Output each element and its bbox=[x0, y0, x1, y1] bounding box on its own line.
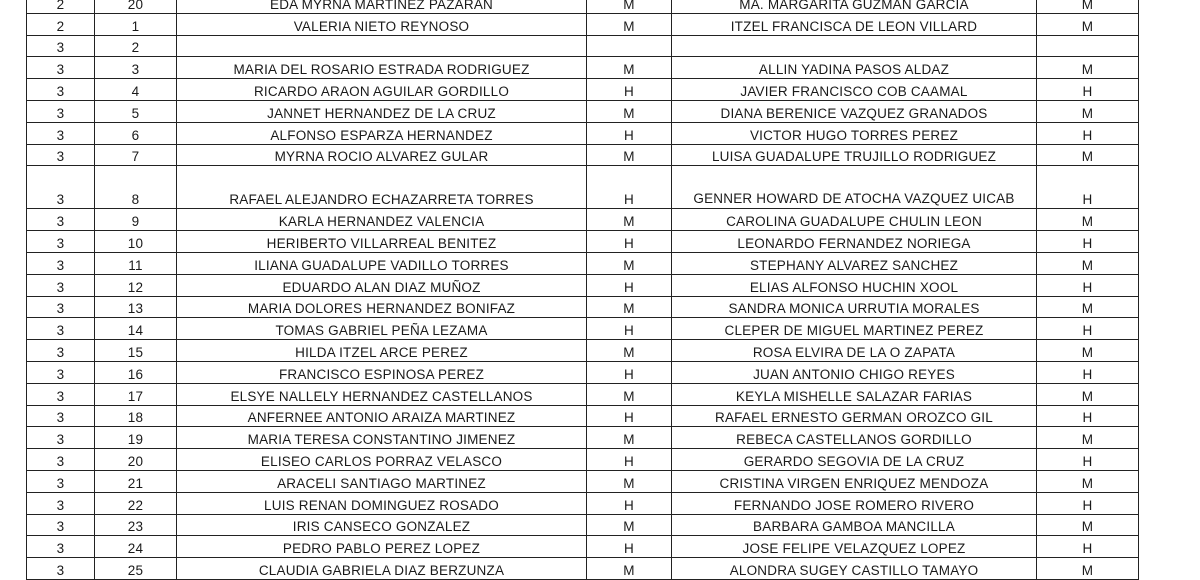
table-row bbox=[27, 209, 1139, 231]
number-cell: 16 bbox=[95, 361, 177, 383]
substitute-gender-cell: H bbox=[1037, 122, 1139, 144]
substitute-gender-cell: H bbox=[1037, 449, 1139, 471]
table-row bbox=[27, 558, 1139, 580]
substitute-gender-cell: M bbox=[1037, 296, 1139, 318]
owner-gender-cell: H bbox=[587, 231, 672, 253]
substitute-name-cell: LUISA GUADALUPE TRUJILLO RODRIGUEZ bbox=[672, 144, 1037, 166]
owner-name-cell: ALFONSO ESPARZA HERNANDEZ bbox=[177, 122, 587, 144]
candidate-roster-table bbox=[26, 0, 1139, 580]
substitute-gender-cell: M bbox=[1037, 100, 1139, 122]
substitute-name-cell: FERNANDO JOSE ROMERO RIVERO bbox=[672, 492, 1037, 514]
number-cell: 14 bbox=[95, 318, 177, 340]
substitute-name-cell: RAFAEL ERNESTO GERMAN OROZCO GIL bbox=[672, 405, 1037, 427]
owner-gender-cell: M bbox=[587, 13, 672, 35]
section-cell: 3 bbox=[27, 405, 95, 427]
owner-name-cell: HERIBERTO VILLARREAL BENITEZ bbox=[177, 231, 587, 253]
substitute-name-cell: JAVIER FRANCISCO COB CAAMAL bbox=[672, 79, 1037, 101]
owner-gender-cell: H bbox=[587, 122, 672, 144]
substitute-gender-cell: M bbox=[1037, 252, 1139, 274]
number-cell: 8 bbox=[95, 166, 177, 209]
owner-name-cell: HILDA ITZEL ARCE PEREZ bbox=[177, 340, 587, 362]
table-row bbox=[27, 361, 1139, 383]
table-row bbox=[27, 405, 1139, 427]
substitute-gender-cell: H bbox=[1037, 536, 1139, 558]
owner-gender-cell: M bbox=[587, 470, 672, 492]
owner-name-cell: ELSYE NALLELY HERNANDEZ CASTELLANOS bbox=[177, 383, 587, 405]
number-cell: 12 bbox=[95, 274, 177, 296]
section-cell: 3 bbox=[27, 79, 95, 101]
table-row bbox=[27, 514, 1139, 536]
substitute-name-cell: ALONDRA SUGEY CASTILLO TAMAYO bbox=[672, 558, 1037, 580]
number-cell: 9 bbox=[95, 209, 177, 231]
number-cell: 5 bbox=[95, 100, 177, 122]
substitute-name-cell: JUAN ANTONIO CHIGO REYES bbox=[672, 361, 1037, 383]
substitute-name-cell bbox=[672, 35, 1037, 57]
table-row bbox=[27, 13, 1139, 35]
table-row bbox=[27, 231, 1139, 253]
section-cell: 2 bbox=[27, 13, 95, 35]
number-cell: 13 bbox=[95, 296, 177, 318]
owner-name-cell: IRIS CANSECO GONZALEZ bbox=[177, 514, 587, 536]
number-cell: 25 bbox=[95, 558, 177, 580]
section-cell: 3 bbox=[27, 252, 95, 274]
owner-name-cell: TOMAS GABRIEL PEÑA LEZAMA bbox=[177, 318, 587, 340]
number-cell: 2 bbox=[95, 35, 177, 57]
number-cell: 20 bbox=[95, 0, 177, 13]
table-row bbox=[27, 0, 1139, 13]
substitute-gender-cell: M bbox=[1037, 383, 1139, 405]
number-cell: 3 bbox=[95, 57, 177, 79]
owner-name-cell: EDA MYRNA MARTINEZ PAZARAN bbox=[177, 0, 587, 13]
owner-name-cell: MARIA DEL ROSARIO ESTRADA RODRIGUEZ bbox=[177, 57, 587, 79]
owner-gender-cell: M bbox=[587, 100, 672, 122]
number-cell: 4 bbox=[95, 79, 177, 101]
section-cell: 3 bbox=[27, 35, 95, 57]
section-cell: 3 bbox=[27, 383, 95, 405]
section-cell: 3 bbox=[27, 100, 95, 122]
substitute-gender-cell: H bbox=[1037, 405, 1139, 427]
substitute-name-cell: CRISTINA VIRGEN ENRIQUEZ MENDOZA bbox=[672, 470, 1037, 492]
number-cell: 19 bbox=[95, 427, 177, 449]
substitute-name-cell: REBECA CASTELLANOS GORDILLO bbox=[672, 427, 1037, 449]
owner-gender-cell: M bbox=[587, 252, 672, 274]
section-cell: 3 bbox=[27, 296, 95, 318]
owner-name-cell: ILIANA GUADALUPE VADILLO TORRES bbox=[177, 252, 587, 274]
substitute-gender-cell: M bbox=[1037, 57, 1139, 79]
substitute-name-cell: ALLIN YADINA PASOS ALDAZ bbox=[672, 57, 1037, 79]
owner-name-cell: RICARDO ARAON AGUILAR GORDILLO bbox=[177, 79, 587, 101]
table-row bbox=[27, 383, 1139, 405]
substitute-name-cell: ELIAS ALFONSO HUCHIN XOOL bbox=[672, 274, 1037, 296]
substitute-name-cell: JOSE FELIPE VELAZQUEZ LOPEZ bbox=[672, 536, 1037, 558]
substitute-gender-cell: H bbox=[1037, 492, 1139, 514]
section-cell: 3 bbox=[27, 536, 95, 558]
section-cell: 3 bbox=[27, 449, 95, 471]
substitute-gender-cell: H bbox=[1037, 231, 1139, 253]
table-row bbox=[27, 274, 1139, 296]
owner-gender-cell: H bbox=[587, 405, 672, 427]
substitute-gender-cell: H bbox=[1037, 79, 1139, 101]
substitute-name-cell: VICTOR HUGO TORRES PEREZ bbox=[672, 122, 1037, 144]
section-cell: 3 bbox=[27, 427, 95, 449]
owner-gender-cell: M bbox=[587, 427, 672, 449]
substitute-gender-cell: H bbox=[1037, 361, 1139, 383]
substitute-gender-cell bbox=[1037, 35, 1139, 57]
owner-name-cell: EDUARDO ALAN DIAZ MUÑOZ bbox=[177, 274, 587, 296]
substitute-name-cell: ITZEL FRANCISCA DE LEON VILLARD bbox=[672, 13, 1037, 35]
table-row bbox=[27, 536, 1139, 558]
owner-name-cell: ELISEO CARLOS PORRAZ VELASCO bbox=[177, 449, 587, 471]
substitute-name-cell: CAROLINA GUADALUPE CHULIN LEON bbox=[672, 209, 1037, 231]
table-row bbox=[27, 144, 1139, 166]
owner-gender-cell: M bbox=[587, 296, 672, 318]
owner-name-cell: JANNET HERNANDEZ DE LA CRUZ bbox=[177, 100, 587, 122]
table-row bbox=[27, 166, 1139, 209]
number-cell: 24 bbox=[95, 536, 177, 558]
table-row bbox=[27, 122, 1139, 144]
substitute-name-cell: LEONARDO FERNANDEZ NORIEGA bbox=[672, 231, 1037, 253]
table-row bbox=[27, 57, 1139, 79]
substitute-gender-cell: M bbox=[1037, 558, 1139, 580]
table-row bbox=[27, 35, 1139, 57]
substitute-gender-cell: M bbox=[1037, 209, 1139, 231]
owner-name-cell: CLAUDIA GABRIELA DIAZ BERZUNZA bbox=[177, 558, 587, 580]
section-cell: 3 bbox=[27, 492, 95, 514]
section-cell: 3 bbox=[27, 361, 95, 383]
owner-gender-cell: M bbox=[587, 0, 672, 13]
section-cell: 3 bbox=[27, 122, 95, 144]
number-cell: 10 bbox=[95, 231, 177, 253]
substitute-name-cell: KEYLA MISHELLE SALAZAR FARIAS bbox=[672, 383, 1037, 405]
table-row bbox=[27, 252, 1139, 274]
owner-gender-cell: M bbox=[587, 57, 672, 79]
number-cell: 1 bbox=[95, 13, 177, 35]
substitute-name-cell: BARBARA GAMBOA MANCILLA bbox=[672, 514, 1037, 536]
substitute-gender-cell: H bbox=[1037, 318, 1139, 340]
owner-gender-cell: M bbox=[587, 383, 672, 405]
owner-name-cell: LUIS RENAN DOMINGUEZ ROSADO bbox=[177, 492, 587, 514]
section-cell: 3 bbox=[27, 514, 95, 536]
substitute-gender-cell: H bbox=[1037, 274, 1139, 296]
number-cell: 17 bbox=[95, 383, 177, 405]
substitute-gender-cell: M bbox=[1037, 470, 1139, 492]
substitute-name-cell: CLEPER DE MIGUEL MARTINEZ PEREZ bbox=[672, 318, 1037, 340]
owner-name-cell: PEDRO PABLO PEREZ LOPEZ bbox=[177, 536, 587, 558]
owner-name-cell: ARACELI SANTIAGO MARTINEZ bbox=[177, 470, 587, 492]
section-cell: 3 bbox=[27, 318, 95, 340]
number-cell: 6 bbox=[95, 122, 177, 144]
substitute-gender-cell: H bbox=[1037, 166, 1139, 209]
owner-gender-cell: H bbox=[587, 536, 672, 558]
owner-name-cell: ANFERNEE ANTONIO ARAIZA MARTINEZ bbox=[177, 405, 587, 427]
owner-gender-cell bbox=[587, 35, 672, 57]
substitute-name-cell: ROSA ELVIRA DE LA O ZAPATA bbox=[672, 340, 1037, 362]
owner-gender-cell: M bbox=[587, 209, 672, 231]
owner-gender-cell: H bbox=[587, 449, 672, 471]
owner-name-cell: MARIA TERESA CONSTANTINO JIMENEZ bbox=[177, 427, 587, 449]
number-cell: 23 bbox=[95, 514, 177, 536]
owner-gender-cell: M bbox=[587, 514, 672, 536]
number-cell: 18 bbox=[95, 405, 177, 427]
section-cell: 3 bbox=[27, 274, 95, 296]
owner-name-cell: VALERIA NIETO REYNOSO bbox=[177, 13, 587, 35]
table-row bbox=[27, 296, 1139, 318]
substitute-gender-cell: M bbox=[1037, 13, 1139, 35]
section-cell: 3 bbox=[27, 470, 95, 492]
substitute-name-cell: GENNER HOWARD DE ATOCHA VAZQUEZ UICAB bbox=[672, 166, 1037, 209]
table-row bbox=[27, 427, 1139, 449]
owner-name-cell: KARLA HERNANDEZ VALENCIA bbox=[177, 209, 587, 231]
table-row bbox=[27, 492, 1139, 514]
section-cell: 3 bbox=[27, 57, 95, 79]
substitute-gender-cell: M bbox=[1037, 427, 1139, 449]
number-cell: 11 bbox=[95, 252, 177, 274]
substitute-name-cell: GERARDO SEGOVIA DE LA CRUZ bbox=[672, 449, 1037, 471]
substitute-gender-cell: M bbox=[1037, 144, 1139, 166]
substitute-name-cell: MA. MARGARITA GUZMAN GARCIA bbox=[672, 0, 1037, 13]
number-cell: 7 bbox=[95, 144, 177, 166]
table-row bbox=[27, 79, 1139, 101]
owner-gender-cell: M bbox=[587, 340, 672, 362]
owner-gender-cell: H bbox=[587, 361, 672, 383]
owner-gender-cell: H bbox=[587, 79, 672, 101]
section-cell: 3 bbox=[27, 231, 95, 253]
number-cell: 21 bbox=[95, 470, 177, 492]
table-row bbox=[27, 318, 1139, 340]
table-row bbox=[27, 449, 1139, 471]
owner-gender-cell: H bbox=[587, 318, 672, 340]
owner-name-cell: RAFAEL ALEJANDRO ECHAZARRETA TORRES bbox=[177, 166, 587, 209]
section-cell: 2 bbox=[27, 0, 95, 13]
number-cell: 22 bbox=[95, 492, 177, 514]
section-cell: 3 bbox=[27, 558, 95, 580]
table-row bbox=[27, 100, 1139, 122]
substitute-gender-cell: M bbox=[1037, 0, 1139, 13]
roster-body bbox=[27, 0, 1139, 579]
owner-gender-cell: M bbox=[587, 558, 672, 580]
table-row bbox=[27, 340, 1139, 362]
substitute-gender-cell: M bbox=[1037, 340, 1139, 362]
owner-gender-cell: H bbox=[587, 492, 672, 514]
substitute-name-cell: SANDRA MONICA URRUTIA MORALES bbox=[672, 296, 1037, 318]
owner-gender-cell: H bbox=[587, 166, 672, 209]
substitute-name-cell: STEPHANY ALVAREZ SANCHEZ bbox=[672, 252, 1037, 274]
section-cell: 3 bbox=[27, 144, 95, 166]
section-cell: 3 bbox=[27, 209, 95, 231]
section-cell: 3 bbox=[27, 340, 95, 362]
owner-gender-cell: M bbox=[587, 144, 672, 166]
owner-name-cell: FRANCISCO ESPINOSA PEREZ bbox=[177, 361, 587, 383]
owner-name-cell bbox=[177, 35, 587, 57]
substitute-gender-cell: M bbox=[1037, 514, 1139, 536]
number-cell: 15 bbox=[95, 340, 177, 362]
section-cell: 3 bbox=[27, 166, 95, 209]
owner-name-cell: MYRNA ROCIO ALVAREZ GULAR bbox=[177, 144, 587, 166]
owner-gender-cell: H bbox=[587, 274, 672, 296]
owner-name-cell: MARIA DOLORES HERNANDEZ BONIFAZ bbox=[177, 296, 587, 318]
table-row bbox=[27, 470, 1139, 492]
substitute-name-cell: DIANA BERENICE VAZQUEZ GRANADOS bbox=[672, 100, 1037, 122]
number-cell: 20 bbox=[95, 449, 177, 471]
